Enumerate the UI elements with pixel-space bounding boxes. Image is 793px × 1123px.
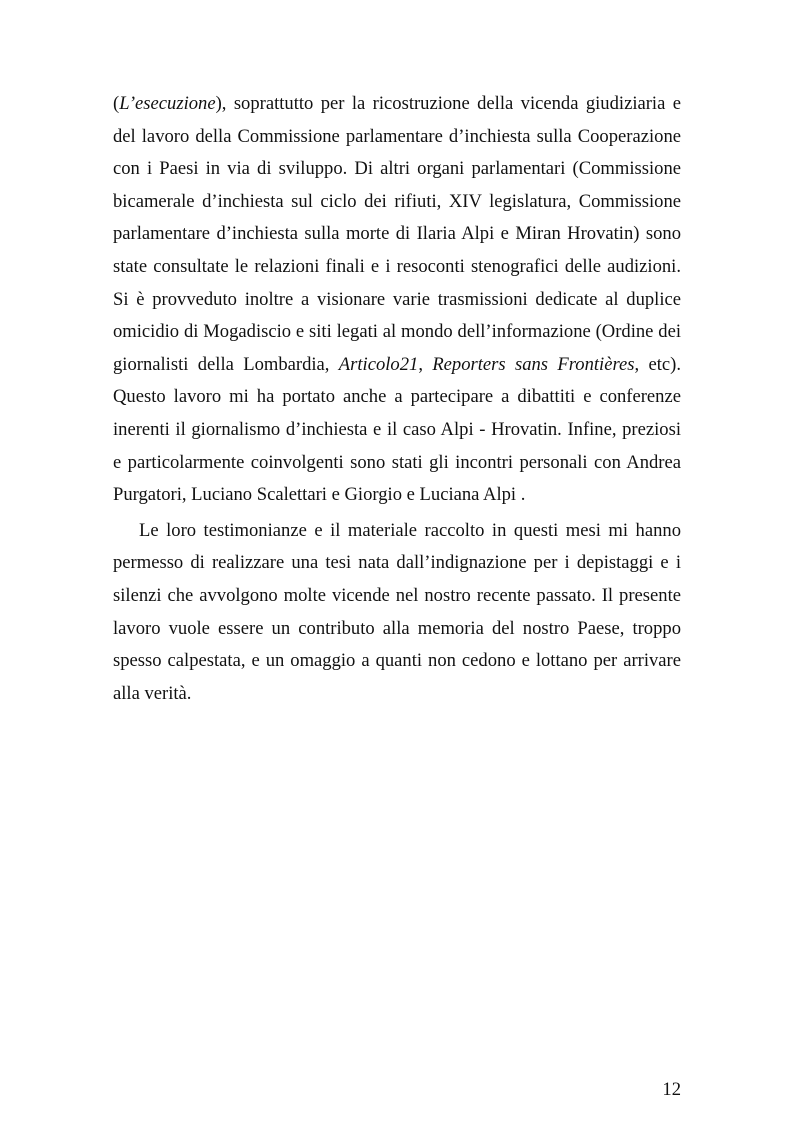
paragraph-1-text-1: ( bbox=[113, 93, 120, 114]
paragraph-1 bbox=[113, 88, 681, 512]
paragraph-2-text-1: Le loro testimonianze e il materiale raccolto in questi mesi mi hanno permesso di realizzare una tesi nata dall’indignazione per i depistaggi e i silenzi che avvolgono molte vicende nel nostro recente passato. Il presente lavoro vuole essere un contributo alla memoria del nostro Paese, troppo spesso calpestata, e un omaggio a quanti non cedono e lottano per arrivare alla verità. bbox=[113, 519, 681, 704]
paragraph-1-italic-title-1: L’esecuzione bbox=[119, 93, 216, 114]
page-number: 12 bbox=[662, 1079, 681, 1100]
paragraph-1-text-2: ), soprattutto per la ricostruzione della vicenda giudiziaria e del lavoro della Commissione parlamentare d’inchiesta sulla Cooperazione con i Paesi in via di sviluppo. Di altri organi parlamentari (Commissione bicamerale d’inchiesta sul ciclo dei rifiuti, XIV legislatura, Commissione parlamentare d’inchiesta sulla morte di Ilaria Alpi e Miran Hrovatin) sono state consultate le relazioni finali e i resoconti stenografici delle audizioni. Si è provveduto inoltre a visionare varie trasmissioni dedicate al duplice omicidio di Mogadiscio e siti legati al mondo dell’informazione (Ordine dei giornalisti della Lombardia, bbox=[113, 93, 681, 375]
paragraph-1-italic-title-3: Reporters sans Frontières bbox=[432, 353, 635, 375]
paragraph-1-italic-title-2: Articolo21 bbox=[338, 353, 419, 375]
page-body bbox=[113, 88, 681, 710]
paragraph-1-text-4: , etc). Questo lavoro mi ha portato anche a partecipare a dibattiti e conferenze inerenti il giornalismo d’inchiesta e il caso Alpi - Hrovatin. Infine, preziosi e particolarmente coinvolgenti sono stati gli incontri personali con Andrea Purgatori, Luciano Scalettari e Giorgio e Luciana Alpi . bbox=[113, 353, 681, 506]
paragraph-2 bbox=[113, 515, 681, 711]
paragraph-1-text-3: , bbox=[418, 353, 433, 375]
